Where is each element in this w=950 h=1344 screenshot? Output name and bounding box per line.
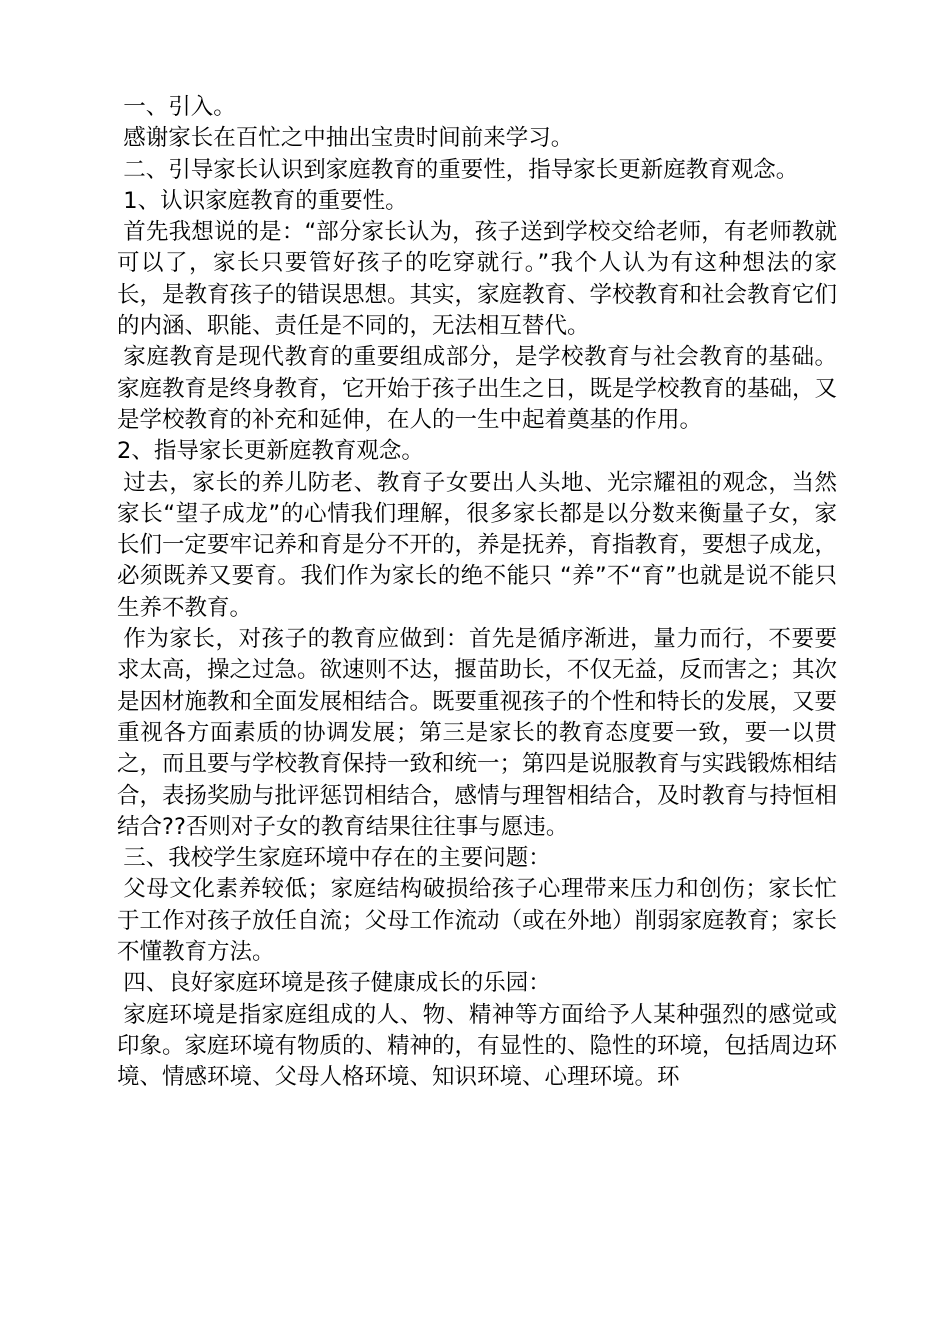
section-heading-environment: 四、良好家庭环境是孩子健康成长的乐园： (123, 970, 551, 997)
section-heading-intro: 一、引入。 (123, 94, 236, 120)
paragraph-parent-duties: 作为家长，对孩子的教育应做到：首先是循序渐进，量力而行，不要要求太高，操之过急。欲速则不达，揠苗助长，不仅无益，反而害之；其次是因材施教和全面发展相结合。既要重视孩子的个性和特长的发展，又要重视各方面素质的协调发展；第三是家长的教育态度要一致，要一以贯之，而且要与学校教育保持一致和统一；第四是说服教育与实践锻炼相结合，表扬奖励与批评惩罚相结合，感情与理智相结合，及时教育与持恒相结合??否则对子女的教育结果往往事与愿违。 (117, 626, 838, 840)
paragraph-opinion: 首先我想说的是：“部分家长认为，孩子送到学校交给老师，有老师教就可以了，家长只要管好孩子的吃穿就行。”我个人认为有这种想法的家长，是教育孩子的错误思想。其实，家庭教育、学校教育和社会教育它们的内涵、职能、责任是不同的，无法相互替代。 (117, 219, 838, 340)
subheading-1: 1、认识家庭教育的重要性。 (123, 187, 408, 214)
section-heading-problems: 三、我校学生家庭环境中存在的主要问题： (123, 845, 551, 872)
paragraph-thanks: 感谢家长在百忙之中抽出宝贵时间前来学习。 (123, 125, 574, 152)
document-body (117, 92, 837, 1094)
paragraph-past-views: 过去，家长的养儿防老、教育子女要出人头地、光宗耀祖的观念，当然家长“望子成龙”的心情我们理解，很多家长都是以分数来衡量子女，家长们一定要牢记养和育是分不开的，养是抚养，育指教育，要想子成龙，必须既养又要育。我们作为家长的绝不能只 “养”不“育”也就是说不能只生养不教育。 (117, 469, 838, 621)
paragraph-environment: 家庭环境是指家庭组成的人、物、精神等方面给予人某种强烈的感觉或印象。家庭环境有物质的、精神的，有显性的、隐性的环境，包括周边环境、情感环境、父母人格环境、知识环境、心理环境。环 (117, 1001, 838, 1091)
paragraph-family-education: 家庭教育是现代教育的重要组成部分，是学校教育与社会教育的基础。家庭教育是终身教育，它开始于孩子出生之日，既是学校教育的基础，又是学校教育的补充和延伸，在人的一生中起着奠基的作用。 (117, 344, 838, 433)
section-heading-importance: 二、引导家长认识到家庭教育的重要性，指导家长更新庭教育观念。 (123, 156, 799, 183)
subheading-2: 2、指导家长更新庭教育观念。 (117, 438, 424, 465)
paragraph-problems: 父母文化素养较低；家庭结构破损给孩子心理带来压力和创伤；家长忙于工作对孩子放任自流；父母工作流动（或在外地）削弱家庭教育；家长不懂教育方法。 (117, 876, 838, 966)
